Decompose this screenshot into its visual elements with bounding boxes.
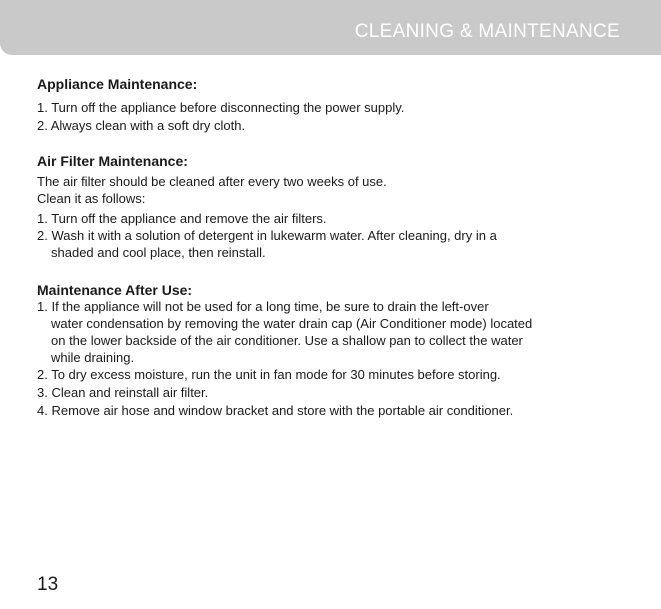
after-use-item-1-cont-3: while draining. xyxy=(51,350,135,365)
appliance-item-2: 2. Always clean with a soft dry cloth. xyxy=(37,118,246,133)
page-title: CLEANING & MAINTENANCE xyxy=(354,21,620,42)
appliance-item-1: 1. Turn off the appliance before disconnecting the power supply. xyxy=(37,100,405,115)
air-filter-intro-2: Clean it as follows: xyxy=(37,191,146,206)
page-number: 13 xyxy=(37,574,59,595)
air-filter-item-1: 1. Turn off the appliance and remove the air filters. xyxy=(37,211,327,226)
after-use-item-2: 2. To dry excess moisture, run the unit in fan mode for 30 minutes before storing. xyxy=(37,367,501,382)
header-bar xyxy=(0,0,661,55)
section-heading-air-filter: Air Filter Maintenance: xyxy=(37,153,188,169)
after-use-item-4: 4. Remove air hose and window bracket and store with the portable air conditioner. xyxy=(37,403,514,418)
section-heading-after-use: Maintenance After Use: xyxy=(37,282,193,298)
air-filter-intro-1: The air filter should be cleaned after every two weeks of use. xyxy=(37,174,387,189)
after-use-item-1-cont-1: water condensation by removing the water drain cap (Air Conditioner mode) located xyxy=(51,316,533,331)
after-use-item-1: 1. If the appliance will not be used for a long time, be sure to drain the left-over xyxy=(37,299,489,314)
after-use-item-1-cont-2: on the lower backside of the air conditioner. Use a shallow pan to collect the water xyxy=(51,333,523,348)
after-use-item-3: 3. Clean and reinstall air filter. xyxy=(37,385,209,400)
section-heading-appliance: Appliance Maintenance: xyxy=(37,76,198,92)
air-filter-item-2-cont: shaded and cool place, then reinstall. xyxy=(51,245,266,260)
air-filter-item-2: 2. Wash it with a solution of detergent in lukewarm water. After cleaning, dry in a xyxy=(37,228,497,243)
